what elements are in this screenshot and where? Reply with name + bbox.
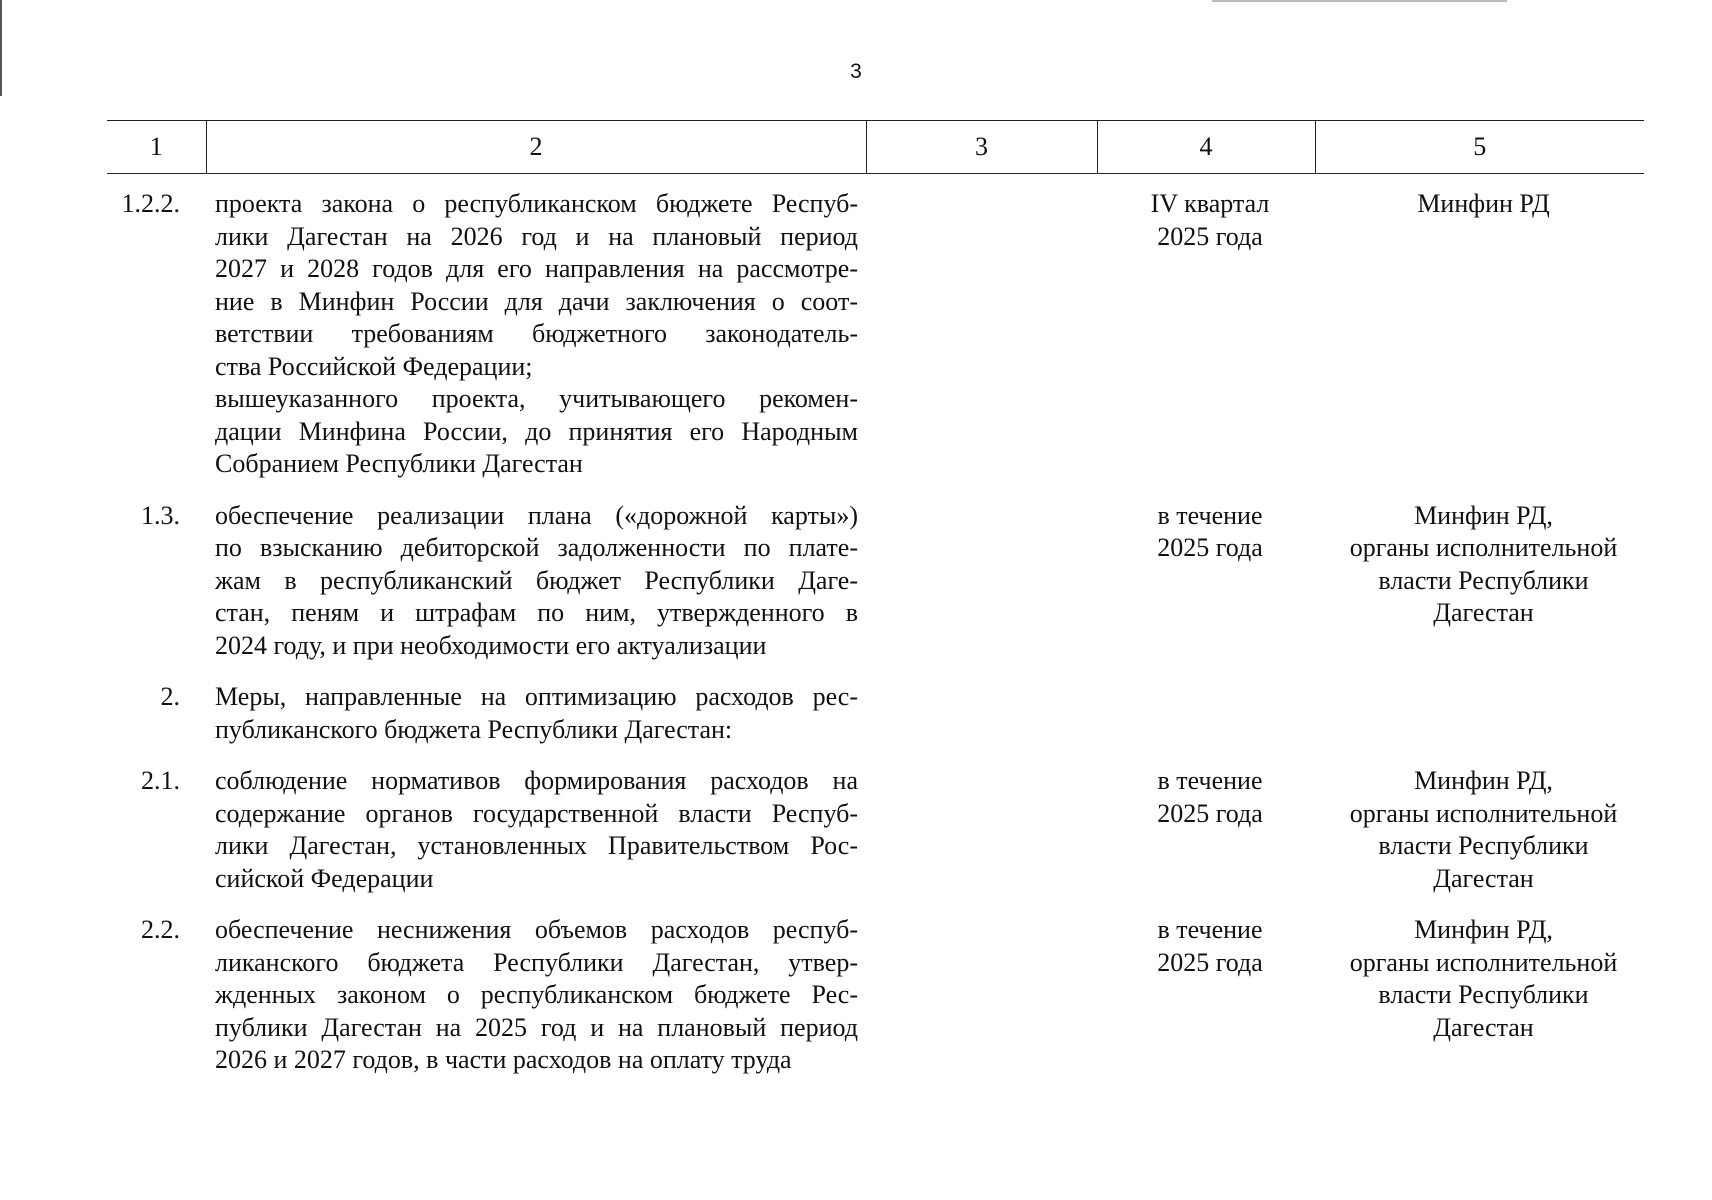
row-responsible	[1315, 481, 1644, 663]
header-col-2: 2	[206, 121, 866, 174]
description-line: ние в Минфин России для дачи заключения о соот-	[215, 286, 858, 316]
row-col-3	[866, 895, 1097, 1077]
header-col-4: 4	[1097, 121, 1315, 174]
row-col-3	[866, 746, 1097, 895]
row-description	[206, 662, 866, 746]
table-row	[107, 895, 1644, 1077]
responsible-line: Минфин РД	[1417, 189, 1550, 218]
description-line: лики Дагестан, установленных Правительством Рос-	[215, 831, 858, 860]
table-row	[107, 174, 1644, 481]
description-line: обеспечение реализации плана («дорожной карты»)	[215, 500, 858, 530]
row-col-3	[866, 662, 1097, 746]
row-term	[1097, 481, 1315, 663]
page-number: 3	[850, 60, 862, 83]
description-line: сийской Федерации	[215, 863, 434, 893]
responsible-line: Минфин РД,	[1414, 500, 1553, 530]
responsible-line: органы исполнительной	[1349, 947, 1618, 977]
description-line: публиканского бюджета Республики Дагестан:	[215, 714, 733, 744]
row-term	[1097, 662, 1315, 746]
description-line: Собранием Республики Дагестан	[215, 449, 583, 478]
table-row	[107, 662, 1644, 746]
description-line: обеспечение неснижения объемов расходов респуб-	[215, 915, 858, 944]
description-line: 2026 и 2027 годов, в части расходов на оплату труда	[215, 1045, 792, 1074]
description-line: 2024 году, и при необходимости его актуализации	[215, 630, 767, 660]
description-line: дации Минфина России, до принятия его Народным	[215, 416, 858, 446]
row-term	[1097, 174, 1315, 481]
term-line: в течение	[1157, 766, 1263, 795]
term-line: IV квартал	[1150, 189, 1270, 218]
row-col-3	[866, 481, 1097, 663]
row-responsible	[1315, 895, 1644, 1077]
responsible-line: власти Республики	[1378, 565, 1589, 595]
description-line: ликанского бюджета Республики Дагестан, утвер-	[215, 947, 858, 977]
row-term	[1097, 895, 1315, 1077]
header-row	[107, 121, 1644, 174]
table-row	[107, 746, 1644, 895]
description-line: лики Дагестан на 2026 год и на плановый период	[215, 221, 858, 251]
row-description	[206, 746, 866, 895]
row-responsible	[1315, 662, 1644, 746]
description-line: вышеуказанного проекта, учитывающего рекомен-	[215, 384, 858, 413]
row-number: 2.1.	[141, 766, 180, 795]
description-line: соблюдение нормативов формирования расходов на	[215, 766, 858, 795]
description-line: жденных законом о республиканском бюджете Рес-	[215, 980, 858, 1009]
description-line: 2027 и 2028 годов для его направления на рассмотре-	[215, 254, 858, 283]
responsible-line: Дагестан	[1433, 598, 1534, 627]
header-col-5: 5	[1315, 121, 1644, 174]
table-row	[107, 481, 1644, 663]
header-col-3: 3	[866, 121, 1097, 174]
row-description	[206, 895, 866, 1077]
row-number: 2.2.	[141, 915, 180, 944]
description-line: стан, пеням и штрафам по ним, утвержденного в	[215, 598, 858, 627]
row-term	[1097, 746, 1315, 895]
row-responsible	[1315, 174, 1644, 481]
row-number: 2.	[160, 682, 180, 711]
row-responsible	[1315, 746, 1644, 895]
term-line: 2025 года	[1157, 947, 1263, 977]
responsible-line: Минфин РД,	[1414, 766, 1553, 795]
responsible-line: органы исполнительной	[1349, 533, 1618, 562]
row-description	[206, 481, 866, 663]
row-number: 1.2.2.	[121, 189, 180, 218]
description-line: содержание органов государственной власти Респуб-	[215, 798, 858, 828]
description-line: ветствии требованиям бюджетного законодатель-	[215, 319, 858, 348]
term-line: 2025 года	[1157, 798, 1263, 828]
measures-table	[107, 120, 1644, 1077]
row-description	[206, 174, 866, 481]
term-line: в течение	[1157, 915, 1263, 944]
row-number: 1.3.	[141, 500, 180, 530]
responsible-line: Дагестан	[1433, 863, 1534, 893]
description-line: жам в республиканский бюджет Республики Даге-	[215, 565, 858, 595]
header-col-1: 1	[107, 121, 206, 174]
responsible-line: Минфин РД,	[1414, 915, 1553, 944]
description-line: Меры, направленные на оптимизацию расходов рес-	[215, 682, 858, 711]
description-line: публики Дагестан на 2025 год и на плановый период	[215, 1012, 858, 1042]
row-col-3	[866, 174, 1097, 481]
description-line: по взысканию дебиторской задолженности по плате-	[215, 533, 858, 562]
description-line: ства Российской Федерации;	[215, 351, 533, 381]
responsible-line: власти Республики	[1378, 831, 1589, 860]
responsible-line: органы исполнительной	[1349, 798, 1618, 828]
responsible-line: власти Республики	[1378, 980, 1589, 1009]
term-line: в течение	[1157, 500, 1263, 530]
scan-top-mark	[1212, 0, 1507, 2]
term-line: 2025 года	[1157, 221, 1263, 251]
term-line: 2025 года	[1157, 533, 1263, 562]
description-line: проекта закона о республиканском бюджете Респуб-	[215, 189, 858, 218]
responsible-line: Дагестан	[1433, 1012, 1534, 1042]
